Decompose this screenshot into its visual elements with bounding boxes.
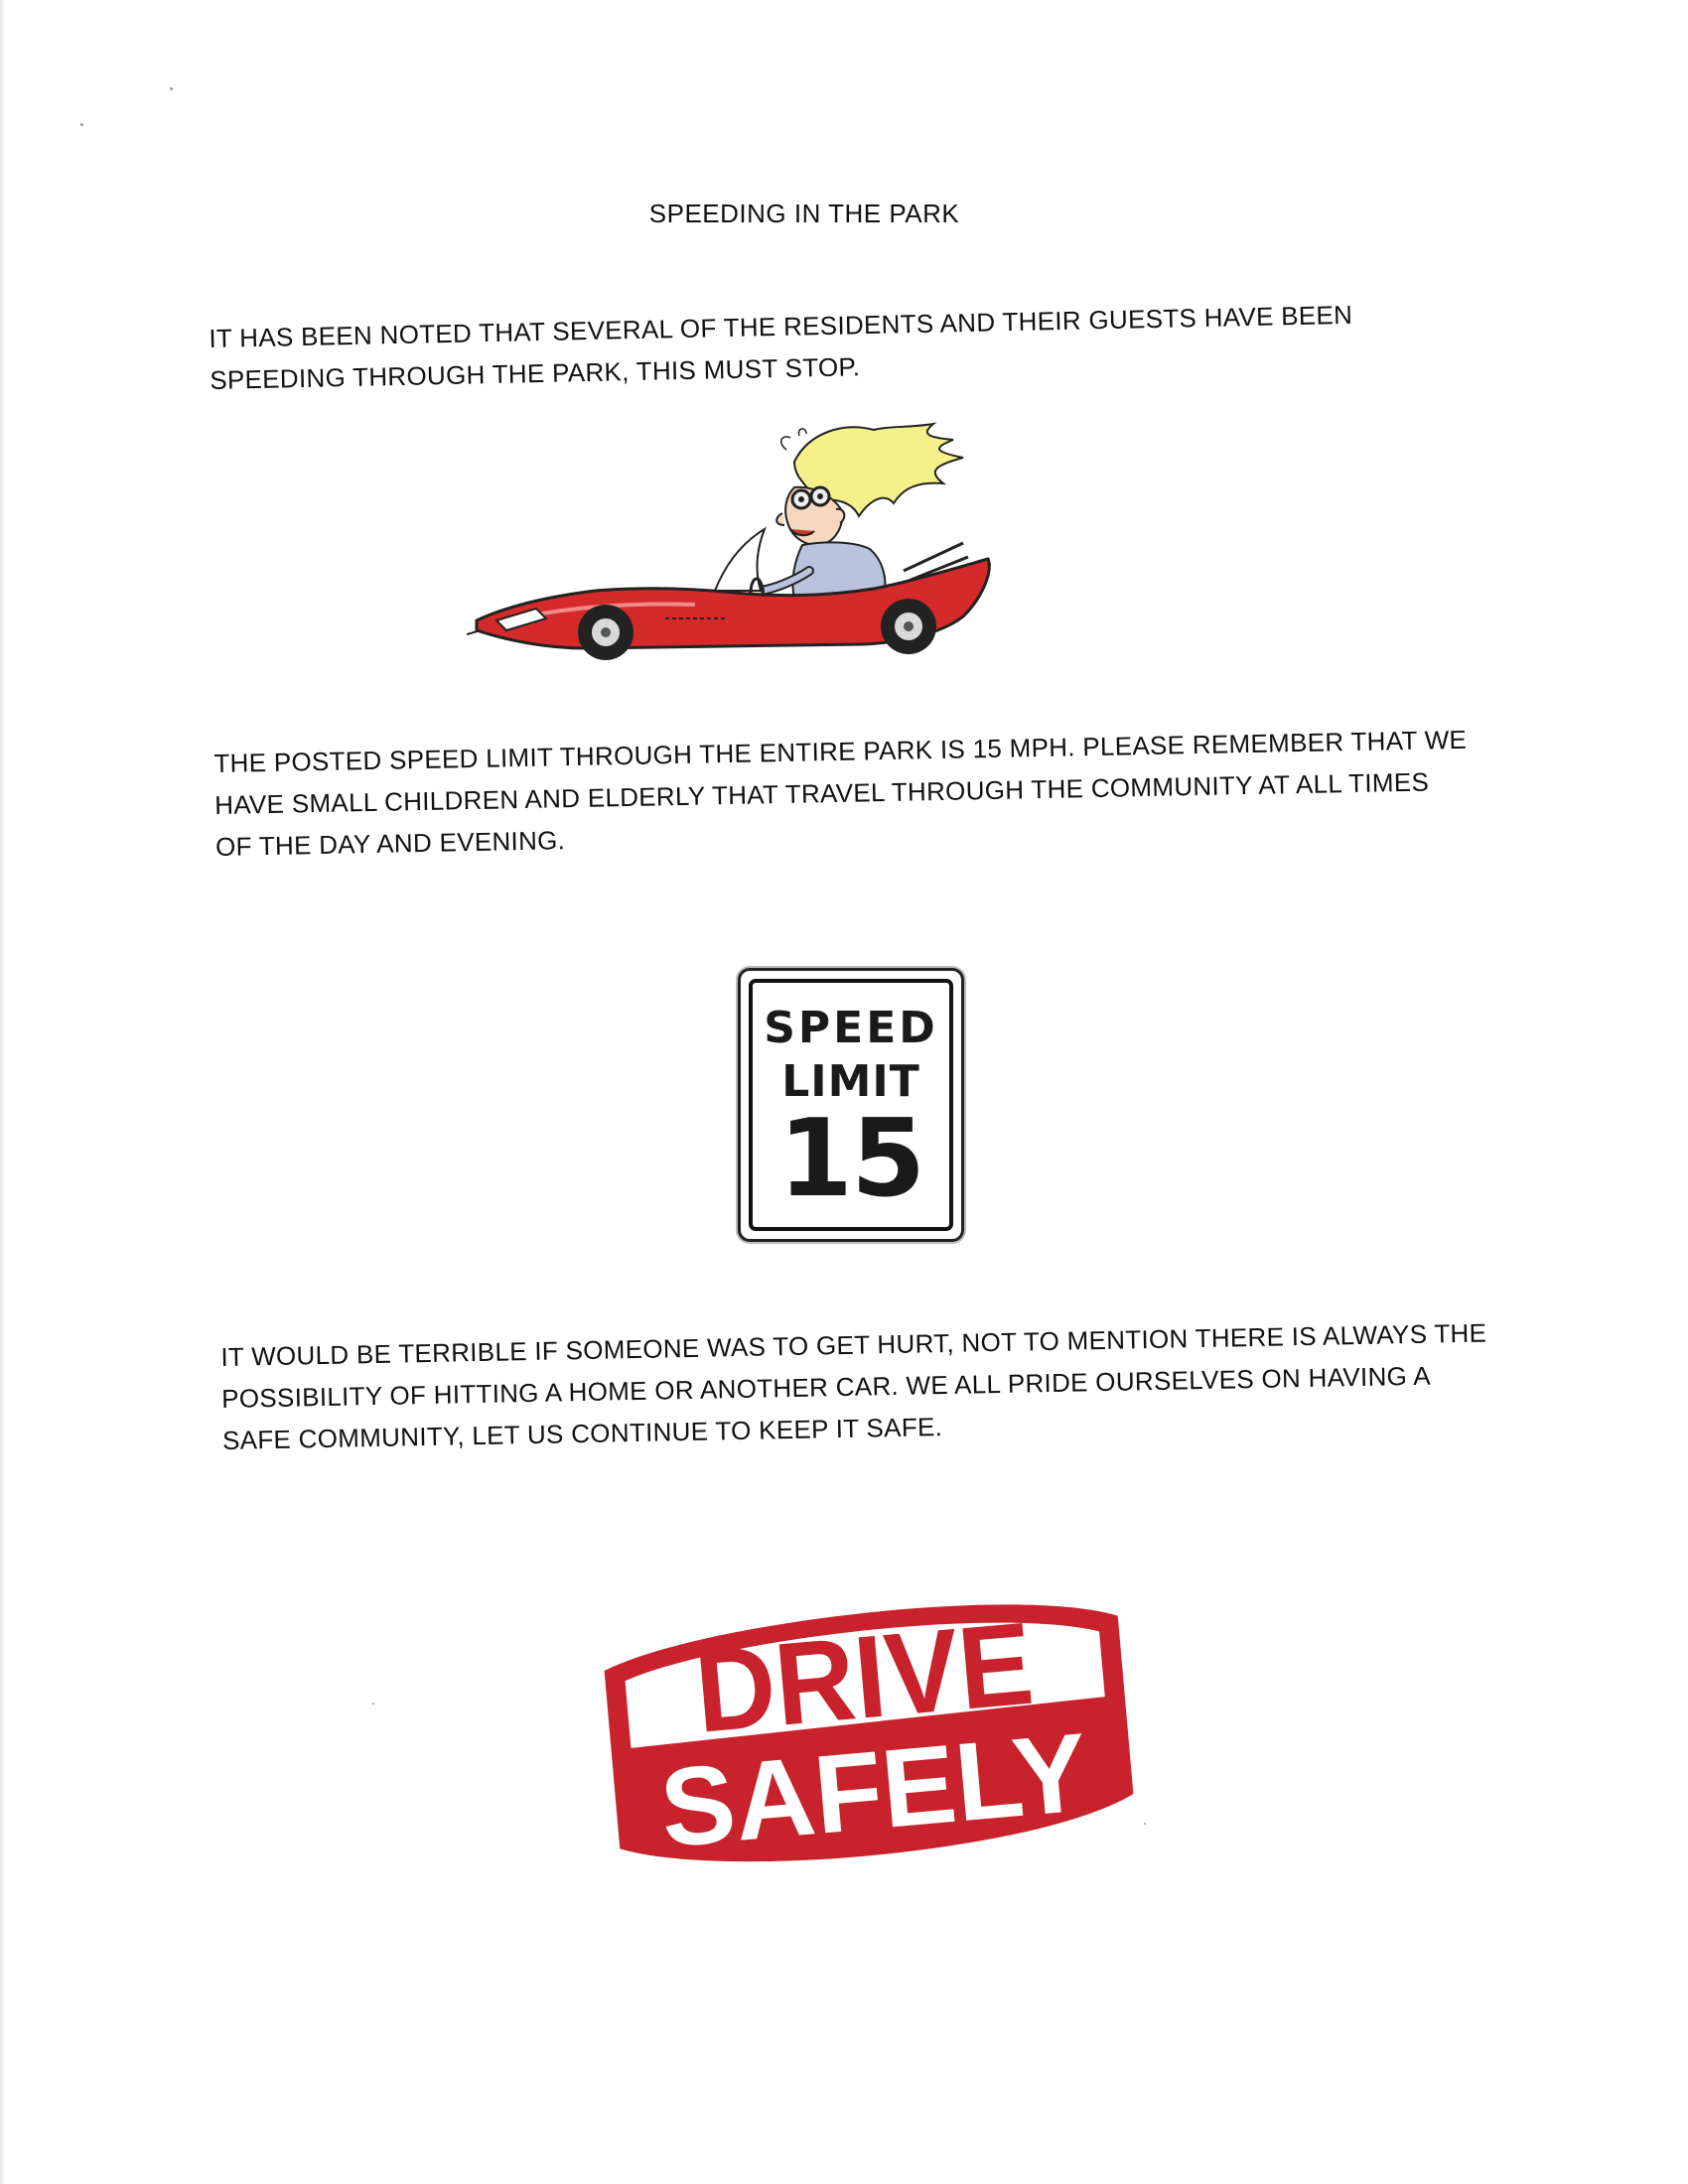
paragraph-line: THE POSTED SPEED LIMIT THROUGH THE ENTIRE PARK IS 15 MPH. PLEASE REMEMBER THAT WE — [213, 724, 1468, 778]
paragraph-line: SAFE COMMUNITY, LET US CONTINUE TO KEEP IT SAFE. — [221, 1412, 943, 1455]
paragraph-keep-safe — [220, 1312, 1488, 1461]
sign-limit-word: LIMIT — [781, 1056, 920, 1107]
page-edge-shadow — [0, 0, 6, 2184]
scan-speck — [170, 87, 173, 90]
paragraph-line: OF THE DAY AND EVENING. — [214, 825, 566, 862]
paragraph-line: IT WOULD BE TERRIBLE IF SOMEONE WAS TO GET HURT, NOT TO MENTION THERE IS ALWAYS THE — [220, 1317, 1487, 1372]
paragraph-line: IT HAS BEEN NOTED THAT SEVERAL OF THE RESIDENTS AND THEIR GUESTS HAVE BEEN — [209, 299, 1353, 353]
speeding-cartoon-car-icon — [467, 422, 1023, 660]
paragraph-line: SPEEDING THROUGH THE PARK, THIS MUST STOP. — [210, 351, 861, 395]
stamp-drive-text: DRIVE — [690, 1595, 1058, 1758]
page-title: SPEEDING IN THE PARK — [648, 199, 960, 228]
paragraph-speed-limit — [213, 719, 1469, 868]
speed-limit-sign — [738, 968, 964, 1242]
paragraph-speeding-notice — [209, 294, 1354, 401]
speed-limit-sign-border — [749, 979, 953, 1231]
paragraph-line: HAVE SMALL CHILDREN AND ELDERLY THAT TRAVEL THROUGH THE COMMUNITY AT ALL TIMES — [213, 766, 1430, 820]
stamp-safely-text: SAFELY — [655, 1709, 1094, 1871]
paragraph-line: POSSIBILITY OF HITTING A HOME OR ANOTHER CAR. WE ALL PRIDE OURSELVES ON HAVING A — [220, 1360, 1432, 1414]
drive-safely-stamp — [591, 1569, 1147, 1896]
scan-speck — [80, 123, 83, 126]
sign-speed-number: 15 — [777, 1097, 924, 1221]
scan-speck — [372, 1703, 374, 1705]
sign-speed-word: SPEED — [764, 1003, 938, 1053]
